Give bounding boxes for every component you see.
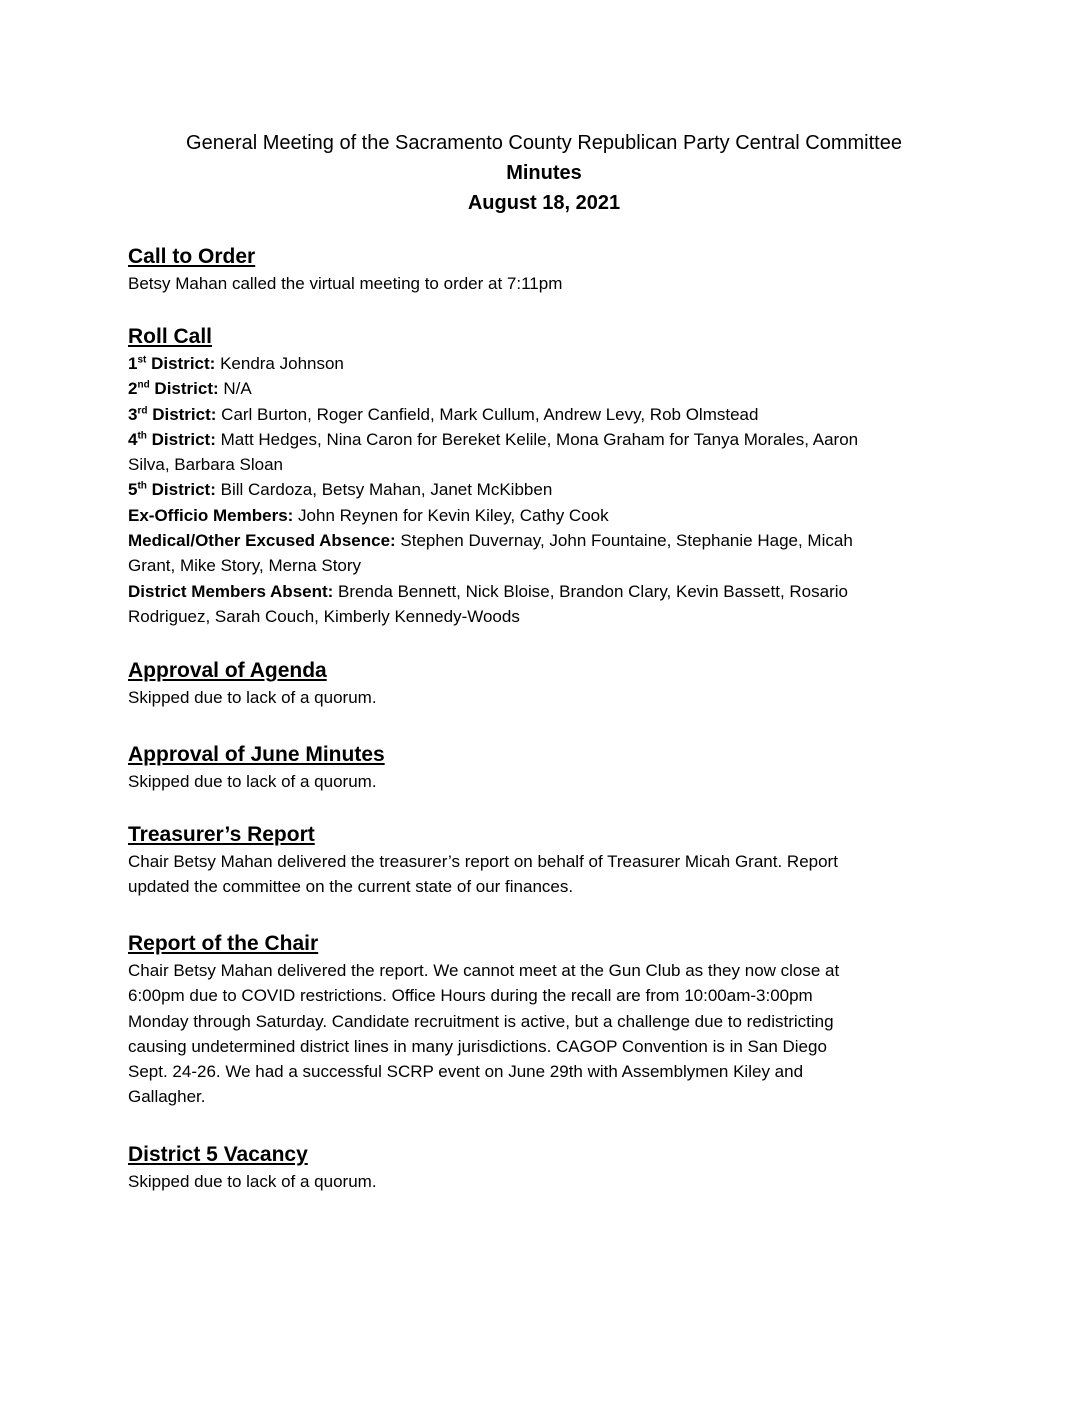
ordinal-suffix: st [137, 354, 147, 366]
excused-label: Medical/Other Excused Absence: [128, 531, 396, 551]
document-subtitle: Minutes [506, 162, 582, 184]
section-roll-call [128, 323, 968, 629]
section-text: Skipped due to lack of a quorum. [128, 772, 377, 791]
district-label: District: [146, 354, 216, 373]
section-heading: Approval of June Minutes [128, 743, 385, 766]
district-label: District: [146, 480, 216, 500]
roll-call-district-4-cont: Silva, Barbara Sloan [128, 455, 283, 475]
district-number: 5 [128, 480, 138, 500]
district-number: 2 [128, 379, 138, 399]
section-text-line: Chair Betsy Mahan delivered the treasurer’s report on behalf of Treasurer Micah Grant. Report [128, 852, 838, 871]
section-heading: Approval of Agenda [128, 659, 327, 682]
section-text-line: Monday through Saturday. Candidate recruitment is active, but a challenge due to redistricting [128, 1011, 834, 1031]
absent-label: District Members Absent: [128, 581, 334, 601]
section-report-of-the-chair [128, 930, 968, 1110]
section-heading: Report of the Chair [128, 932, 319, 955]
roll-call-excused [128, 528, 968, 553]
district-label: District: [147, 404, 217, 424]
district-label: District: [149, 379, 219, 399]
ordinal-suffix: th [137, 480, 147, 492]
district-number: 3 [128, 404, 138, 424]
ex-officio-label: Ex-Officio Members: [128, 505, 294, 525]
roll-call-district-4 [128, 427, 968, 452]
district-members: Kendra Johnson [215, 354, 344, 373]
section-approval-of-june-minutes [128, 741, 968, 794]
ordinal-suffix: th [137, 430, 147, 442]
district-label: District: [146, 429, 216, 449]
meeting-date: August 18, 2021 [467, 192, 621, 214]
roll-call-district-3 [128, 402, 968, 427]
section-text-line: 6:00pm due to COVID restrictions. Office Hours during the recall are from 10:00am-3:00pm [128, 986, 813, 1006]
ex-officio-members: John Reynen for Kevin Kiley, Cathy Cook [293, 505, 609, 525]
section-approval-of-agenda [128, 657, 968, 710]
document-title: General Meeting of the Sacramento County Republican Party Central Committee [186, 132, 902, 154]
ordinal-suffix: nd [137, 379, 150, 391]
roll-call-excused-cont: Grant, Mike Story, Merna Story [128, 556, 362, 576]
section-heading: Treasurer’s Report [128, 823, 315, 846]
document-header [0, 128, 1088, 218]
section-text-line: Sept. 24-26. We had a successful SCRP event on June 29th with Assemblymen Kiley and [128, 1062, 804, 1082]
absent-members: Brenda Bennett, Nick Bloise, Brandon Clary, Kevin Bassett, Rosario [333, 581, 848, 601]
roll-call-ex-officio [128, 503, 968, 528]
section-heading: Call to Order [128, 245, 256, 268]
section-text-line: causing undetermined district lines in many jurisdictions. CAGOP Convention is in San Diego [128, 1036, 827, 1056]
section-heading: District 5 Vacancy [128, 1143, 308, 1166]
section-text-line: updated the committee on the current state of our finances. [128, 877, 574, 897]
roll-call-absent-cont: Rodriguez, Sarah Couch, Kimberly Kennedy-Woods [128, 606, 520, 626]
section-text-line: Chair Betsy Mahan delivered the report. We cannot meet at the Gun Club as they now close at [128, 961, 840, 980]
district-members: Carl Burton, Roger Canfield, Mark Cullum, Andrew Levy, Rob Olmstead [216, 404, 759, 424]
section-district-5-vacancy [128, 1141, 968, 1194]
roll-call-absent [128, 579, 968, 604]
district-members: N/A [218, 379, 252, 399]
district-members: Bill Cardoza, Betsy Mahan, Janet McKibben [215, 480, 553, 500]
excused-members: Stephen Duvernay, John Fountaine, Stephanie Hage, Micah [395, 531, 853, 551]
roll-call-district-5 [128, 477, 968, 502]
section-text: Skipped due to lack of a quorum. [128, 1172, 377, 1191]
section-heading: Roll Call [128, 325, 213, 348]
roll-call-district-1 [128, 351, 968, 376]
section-call-to-order [128, 243, 968, 296]
ordinal-suffix: rd [137, 404, 148, 416]
district-number: 1 [128, 354, 138, 373]
district-number: 4 [128, 429, 138, 449]
roll-call-district-2 [128, 376, 968, 401]
section-treasurers-report [128, 821, 968, 900]
section-text: Skipped due to lack of a quorum. [128, 688, 377, 707]
district-members: Matt Hedges, Nina Caron for Bereket Kelile, Mona Graham for Tanya Morales, Aaron [215, 429, 859, 449]
section-text-line: Gallagher. [128, 1087, 206, 1107]
section-text: Betsy Mahan called the virtual meeting to order at 7:11pm [128, 274, 563, 293]
